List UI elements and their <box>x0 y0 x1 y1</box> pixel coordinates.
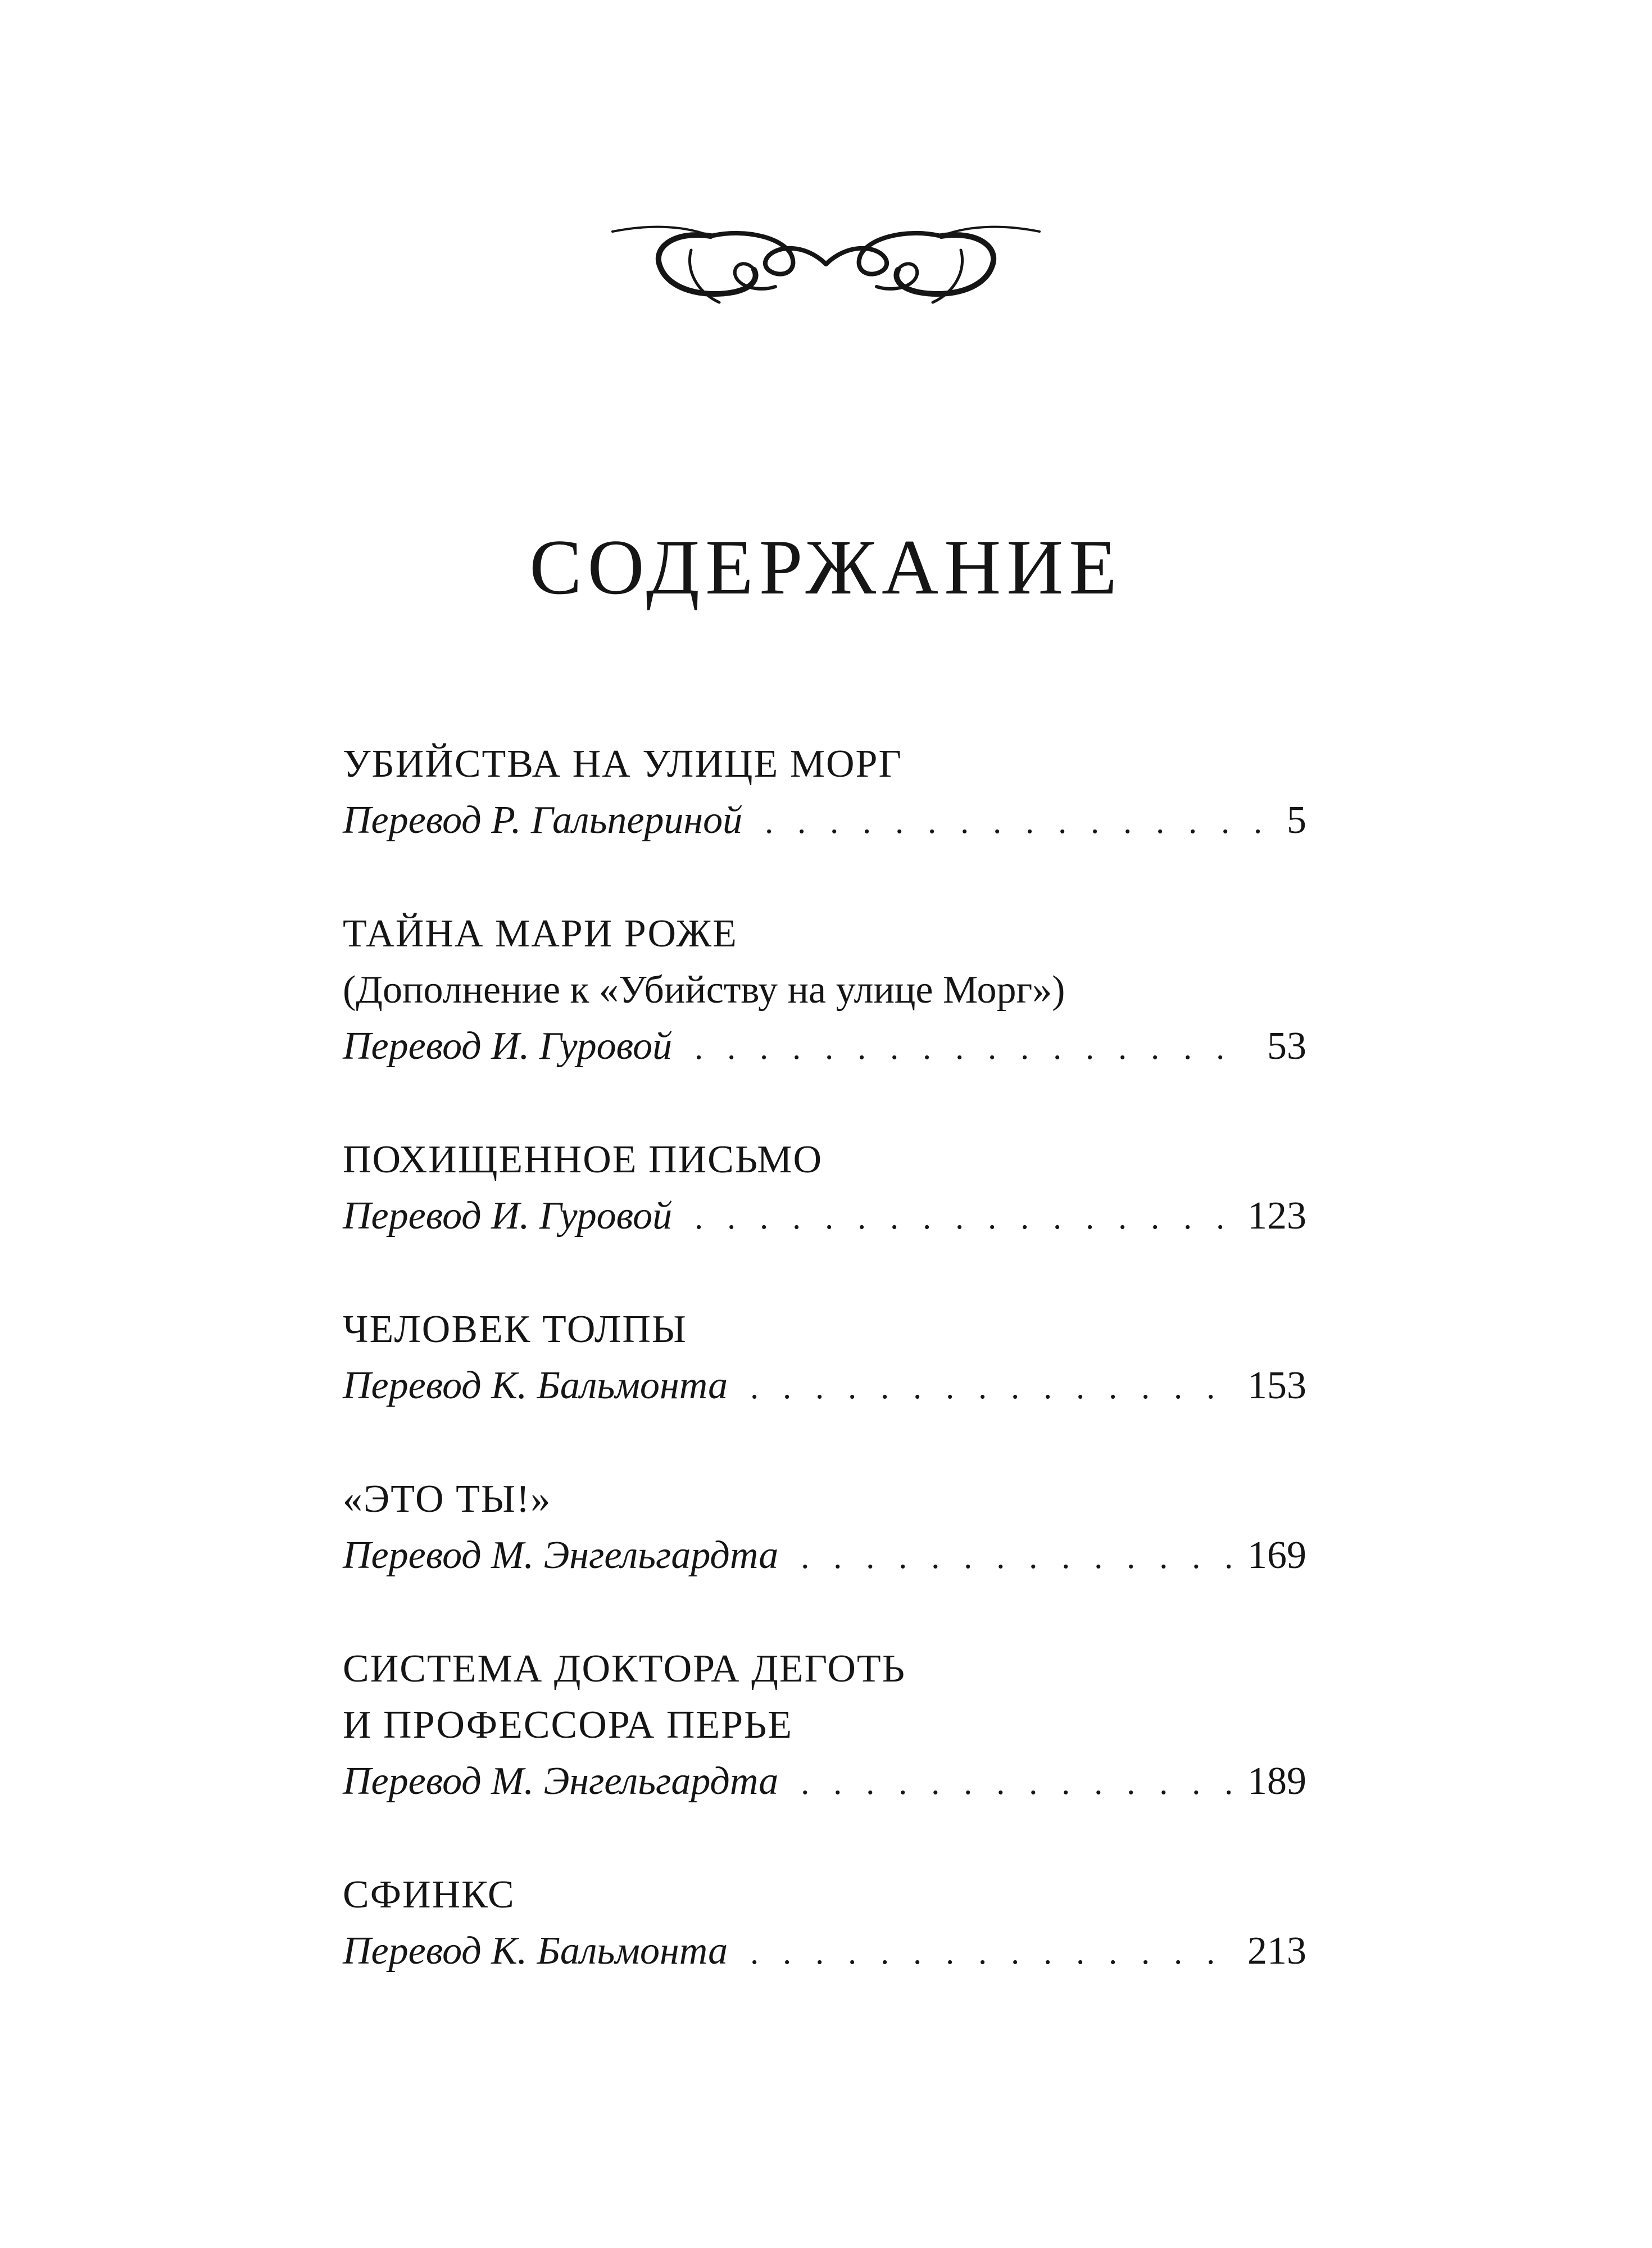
toc-entry <box>343 906 1306 1076</box>
toc-entry-title: ТАЙНА МАРИ РОЖЕ <box>343 912 738 955</box>
toc-entry-line <box>343 1753 1306 1811</box>
toc-entry <box>343 736 1306 850</box>
toc-entry-page-number: 123 <box>1247 1194 1306 1238</box>
toc-entry-title: ПОХИЩЕННОЕ ПИСЬМО <box>343 1138 823 1181</box>
toc-entry-line <box>343 1188 1306 1245</box>
dot-leader <box>801 1529 1231 1585</box>
toc-entry-translator: Перевод К. Бальмонта <box>343 1929 728 1973</box>
dot-leader <box>750 1359 1231 1415</box>
dot-leader <box>695 1189 1231 1245</box>
toc-entry-line <box>343 1358 1306 1415</box>
toc-entry-translator: Перевод И. Гуровой <box>343 1194 673 1238</box>
toc-entry-title: УБИЙСТВА НА УЛИЦЕ МОРГ <box>343 742 902 786</box>
flourish-ornament-icon <box>607 208 1045 320</box>
page-title: СОДЕРЖАНИЕ <box>529 524 1123 611</box>
toc-entry-translator: Перевод М. Энгельгардта <box>343 1760 779 1803</box>
toc-entry <box>343 1132 1306 1245</box>
table-of-contents <box>343 736 1306 2037</box>
toc-entry <box>343 1302 1306 1415</box>
toc-entry-page-number: 153 <box>1247 1364 1306 1407</box>
toc-entry <box>343 1867 1306 1980</box>
toc-entry-line <box>343 1923 1306 1980</box>
toc-entry-line <box>343 1018 1306 1076</box>
toc-entry-title: СФИНКС <box>343 1873 515 1916</box>
toc-entry-translator: Перевод М. Энгельгардта <box>343 1534 779 1577</box>
toc-entry <box>343 1641 1306 1811</box>
toc-entry-page-number: 53 <box>1267 1025 1306 1068</box>
dot-leader <box>750 1924 1231 1980</box>
toc-entry-title: ЧЕЛОВЕК ТОЛПЫ <box>343 1308 687 1351</box>
toc-entry-page-number: 5 <box>1287 799 1306 842</box>
toc-entry-page-number: 213 <box>1247 1929 1306 1973</box>
toc-entry-page-number: 189 <box>1247 1760 1306 1803</box>
toc-entry-subtitle: (Дополнение к «Убийству на улице Морг») <box>343 968 1065 1012</box>
toc-entry-line <box>343 792 1306 850</box>
toc-entry-page-number: 169 <box>1247 1534 1306 1577</box>
dot-leader <box>765 794 1270 850</box>
dot-leader <box>695 1019 1250 1076</box>
toc-entry-title: СИСТЕМА ДОКТОРА ДЕГОТЬ <box>343 1647 906 1690</box>
toc-entry-translator: Перевод К. Бальмонта <box>343 1364 728 1407</box>
toc-entry-title: «ЭТО ТЫ!» <box>343 1477 552 1521</box>
toc-entry-title-continued: И ПРОФЕССОРА ПЕРЬЕ <box>343 1703 793 1747</box>
dot-leader <box>801 1755 1231 1811</box>
toc-entry-translator: Перевод Р. Гальпериной <box>343 799 743 842</box>
toc-entry-translator: Перевод И. Гуровой <box>343 1025 673 1068</box>
toc-entry <box>343 1471 1306 1585</box>
toc-entry-line <box>343 1528 1306 1585</box>
